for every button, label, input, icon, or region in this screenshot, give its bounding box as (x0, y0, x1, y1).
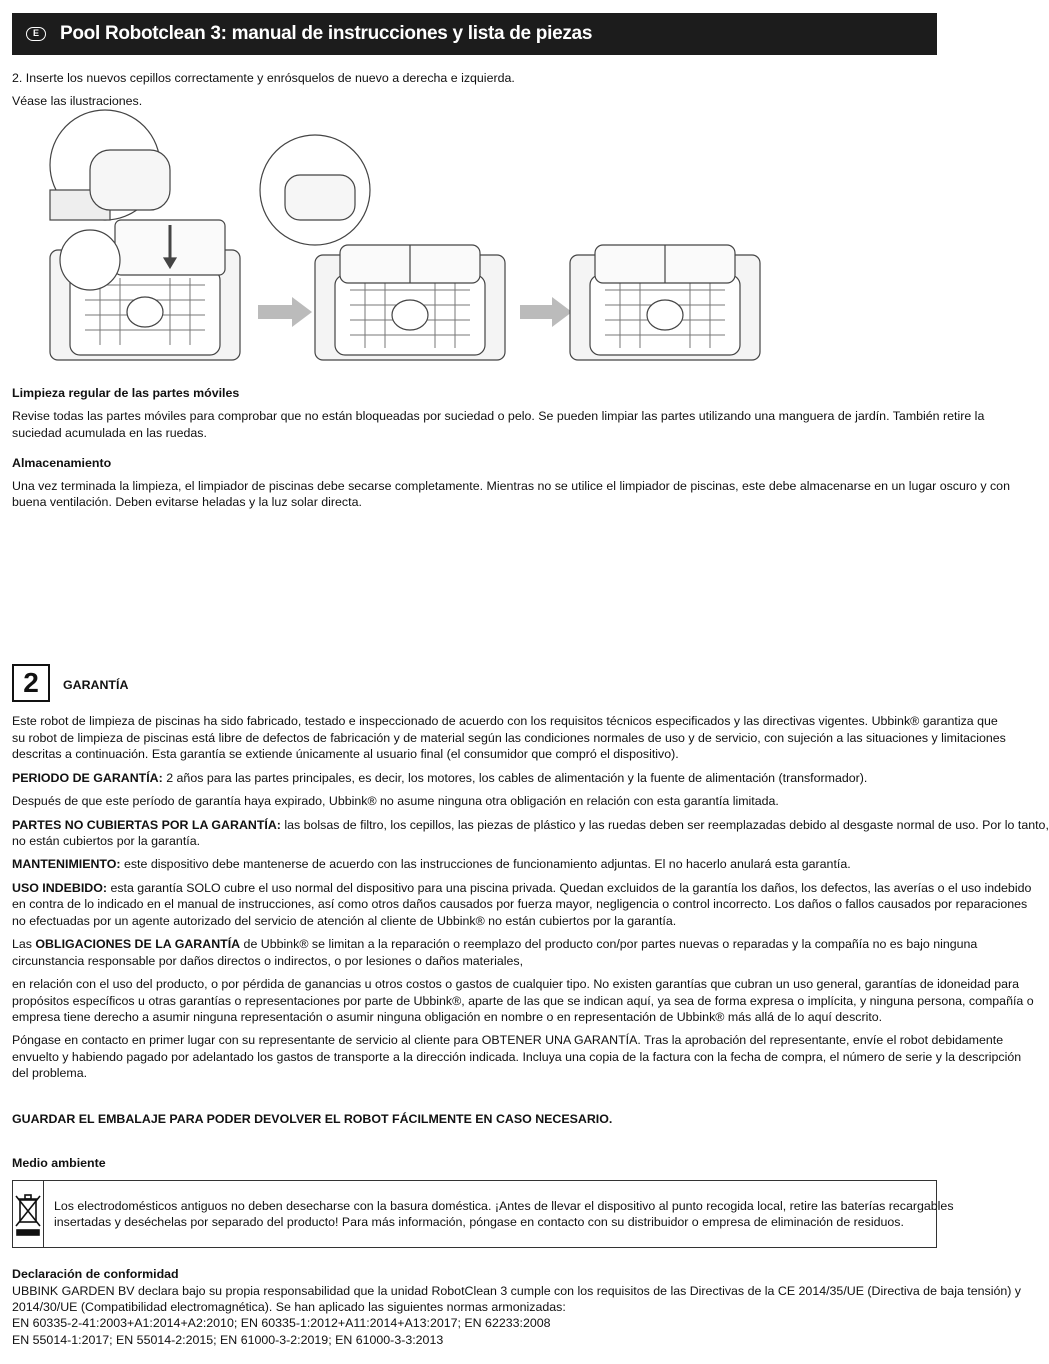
not-covered-line-2: no están cubiertos por la garantía. (12, 834, 201, 848)
maintenance-text: este dispositivo debe mantenerse de acuerdo con las instrucciones de funcionamiento adjuntas. El no hacerlo anulará esta garantía. (120, 857, 851, 871)
section-title: GARANTÍA (63, 678, 129, 692)
warranty-period (12, 770, 934, 786)
obligations-pre: Las (12, 937, 36, 951)
conformity-line-1: UBBINK GARDEN BV declara bajo su propia responsabilidad que la unidad RobotClean 3 cumple con los requisitos de las Directivas de la CE 2014/35/UE (Directiva de baja tensión) y (12, 1284, 1021, 1298)
misuse-label: USO INDEBIDO: (12, 881, 107, 895)
conformity-line-3: EN 60335-2-41:2003+A1:2014+A2:2010; EN 60335-1:2012+A11:2014+A13:2017; EN 62233:2008 (12, 1316, 551, 1330)
cleaning-line-2: suciedad acumulada en las ruedas. (12, 426, 207, 440)
warranty-intro-2: su robot de limpieza de piscinas está libre de defectos de fabricación y de material según las condiciones normales de uso y de servicio, con sujeción a las situaciones y limitaciones (12, 731, 1006, 745)
contact-line-3: del problema. (12, 1066, 88, 1080)
storage-line-2: buena ventilación. Deben evitarse heladas y la luz solar directa. (12, 495, 362, 509)
not-covered-text: las bolsas de filtro, los cepillos, las piezas de plástico y las ruedas deben ser reemplazadas debido al desgaste normal de uso. Por lo tanto, (280, 818, 1049, 832)
obligations-text: de Ubbink® se limitan a la reparación o reemplazo del producto con/por partes nuevas o reparadas y la compañía no es bajo ninguna (240, 937, 978, 951)
see-illustrations-text: Véase las ilustraciones. (12, 94, 143, 108)
maintenance (12, 856, 934, 872)
misuse-line-2: en contra de lo indicado en el manual de instrucciones, así como otros daños causados por fuerza mayor, negligencia o control incorrecto. Los daños o fallos causados por reparaciones (12, 897, 1028, 911)
misuse-line-3: no efectuadas por un agente autorizado del servicio de atención al cliente de Ubbink® no están cubiertos por la garantía. (12, 914, 677, 928)
robot-figure-1 (50, 110, 240, 360)
cleaning-line-1: Revise todas las partes móviles para comprobar que no están bloqueadas por suciedad o pelo. Se pueden limpiar las partes utilizando una manguera de jardín. También retire la (12, 409, 985, 423)
robot-figure-3 (570, 245, 760, 360)
warranty-period-label: PERIODO DE GARANTÍA: (12, 771, 163, 785)
brush-installation-illustration (30, 120, 780, 360)
maintenance-label: MANTENIMIENTO: (12, 857, 121, 871)
obligations (12, 936, 978, 952)
warranty-intro-3: descritas a continuación. Esta garantía se extiende únicamente al usuario final (el consumidor que compró el dispositivo). (12, 747, 679, 761)
obligations-line-2: circunstancia responsable por daños directos o indirectos, o por lesiones o daños materiales, (12, 954, 524, 968)
warranty-intro-1: Este robot de limpieza de piscinas ha sido fabricado, testado e inspeccionado de acuerdo con los requisitos técnicos especificados y las directivas vigentes. Ubbink® garantiza que (12, 714, 998, 728)
arrow-2 (520, 297, 572, 327)
not-covered (12, 817, 1049, 833)
conformity-line-2: 2014/30/UE (Compatibilidad electromagnética). Se han aplicado las siguientes normas armonizadas: (12, 1300, 566, 1314)
warranty-after: Después de que este período de garantía haya expirado, Ubbink® no asume ninguna otra obligación en relación con esta garantía limitada. (12, 794, 779, 808)
obligations-label: OBLIGACIONES DE LA GARANTÍA (35, 937, 241, 951)
relation-line-2: propósitos específicos u otras garantías o representaciones por parte de Ubbink®, aparte de las que se indican aquí, ya sea de forma expresa o implícita, y ninguna persona, compañía o (12, 994, 1034, 1008)
cleaning-heading: Limpieza regular de las partes móviles (12, 386, 240, 400)
storage-heading: Almacenamiento (12, 456, 112, 470)
relation-line-1: en relación con el uso del producto, o por pérdida de ganancias u otros costos o gastos de cualquier tipo. No existen garantías que cubran un uso general, garantías de idoneidad para (12, 977, 1020, 991)
step-text: 2. Inserte los nuevos cepillos correctamente y enrósquelos de nuevo a derecha e izquierda. (12, 71, 515, 85)
contact-line-2: envuelto y habiendo pagado por adelantado los gastos de transporte a la dirección indicada. Incluya una copia de la factura con la fecha de compra, el número de serie y la descripción (12, 1050, 1022, 1064)
page-title: Pool Robotclean 3: manual de instrucciones y lista de piezas (60, 22, 593, 44)
arrow-1 (258, 297, 312, 327)
misuse-text: esta garantía SOLO cubre el uso normal del dispositivo para una piscina privada. Quedan excluidos de la garantía los daños, los defectos, las averías o el uso indebido (107, 881, 1032, 895)
storage-line-1: Una vez terminada la limpieza, el limpiador de piscinas debe secarse completamente. Mientras no se utilice el limpiador de piscinas, este debe almacenarse en un lugar oscuro y con (12, 479, 1010, 493)
conformity-heading: Declaración de conformidad (12, 1267, 179, 1281)
weee-crossed-bin-icon (13, 1181, 44, 1247)
conformity-line-4: EN 55014-1:2017; EN 55014-2:2015; EN 61000-3-2:2019; EN 61000-3-3:2013 (12, 1333, 444, 1347)
environment-heading: Medio ambiente (12, 1156, 106, 1170)
misuse (12, 880, 1032, 896)
environment-text (44, 1181, 964, 1247)
warranty-period-text: 2 años para las partes principales, es decir, los motores, los cables de alimentación y la fuente de alimentación (transformador). (162, 771, 868, 785)
environment-line-1: Los electrodomésticos antiguos no deben desecharse con la basura doméstica. ¡Antes de llevar el dispositivo al punto recogida local, retire las baterías recargables (54, 1199, 954, 1213)
environment-box (12, 1180, 954, 1248)
page-header (12, 13, 937, 55)
language-badge: E (26, 27, 46, 41)
contact-line-1: Póngase en contacto en primer lugar con su representante de servicio al cliente para OBTENER UNA GARANTÍA. Tras la aprobación del representante, envíe el robot debidamente (12, 1033, 1004, 1047)
environment-line-2: insertadas y deséchelas por separado del producto! Para más información, póngase en contacto con su distribuidor o empresa de eliminación de residuos. (54, 1215, 904, 1230)
not-covered-label: PARTES NO CUBIERTAS POR LA GARANTÍA: (12, 818, 281, 832)
relation-line-3: empresa tiene derecho a asumir ninguna representación o asumir ninguna obligación en nombre o en representación de Ubbink® más allá de lo aquí descrito. (12, 1010, 883, 1024)
robot-figure-2 (260, 135, 505, 360)
section-number: 2 (12, 664, 50, 702)
packaging-notice: GUARDAR EL EMBALAJE PARA PODER DEVOLVER EL ROBOT FÁCILMENTE EN CASO NECESARIO. (12, 1112, 613, 1126)
